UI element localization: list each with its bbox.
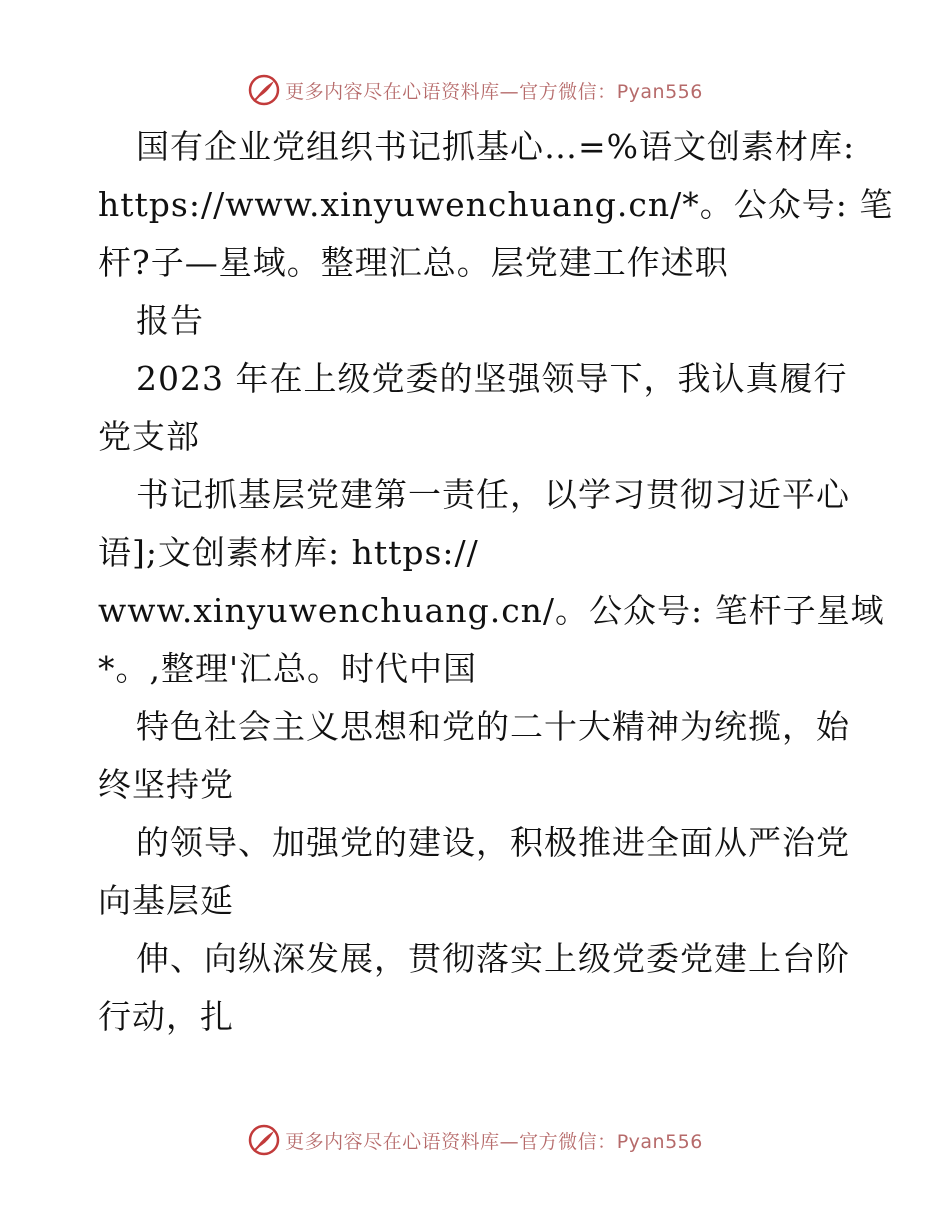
body-line: 书记抓基层党建第一责任，以学习贯彻习近平心 <box>136 475 850 514</box>
body-line: 语];文创素材库: https:// <box>98 533 479 572</box>
body-line: www.xinyuwenchuang.cn/。公众号: 笔杆子星域 <box>98 591 885 630</box>
body-line: 向基层延 <box>98 881 234 920</box>
body-line: 国有企业党组织书记抓基心…=%语文创素材库: <box>136 127 856 166</box>
body-line: 特色社会主义思想和党的二十大精神为统揽，始 <box>136 707 850 746</box>
banner-wechat-label: 官方微信： <box>519 1130 617 1153</box>
body-line: 杆?子—星域。整理汇总。层党建工作述职 <box>98 243 729 282</box>
body-line: 报告 <box>136 301 204 340</box>
banner-wechat-id: Pyan556 <box>616 80 703 103</box>
body-line: *。,整理'汇总。时代中国 <box>98 649 478 688</box>
banner-wechat-id: Pyan556 <box>616 1130 703 1153</box>
feather-logo-icon <box>247 1123 281 1157</box>
body-line: https://www.xinyuwenchuang.cn/*。公众号: 笔 <box>98 185 894 224</box>
body-line: 的领导、加强党的建设，积极推进全面从严治党 <box>136 823 850 862</box>
body-line: 伸、向纵深发展，贯彻落实上级党委党建上台阶 <box>136 939 850 978</box>
body-line: 2023 年在上级党委的坚强领导下，我认真履行 <box>136 359 848 398</box>
banner-dash: — <box>499 1130 520 1153</box>
body-line: 党支部 <box>98 417 200 456</box>
banner-site-name: 更多内容尽在心语资料库 <box>285 80 500 103</box>
header-watermark-banner <box>0 70 950 110</box>
banner-dash: — <box>499 80 520 103</box>
banner-wechat-label: 官方微信： <box>519 80 617 103</box>
banner-site-name: 更多内容尽在心语资料库 <box>285 1130 500 1153</box>
footer-watermark-banner <box>0 1120 950 1160</box>
banner-text <box>285 77 703 104</box>
body-line: 行动，扎 <box>98 997 234 1036</box>
body-line: 终坚持党 <box>98 765 234 804</box>
banner-text <box>285 1127 703 1154</box>
feather-logo-icon <box>247 73 281 107</box>
